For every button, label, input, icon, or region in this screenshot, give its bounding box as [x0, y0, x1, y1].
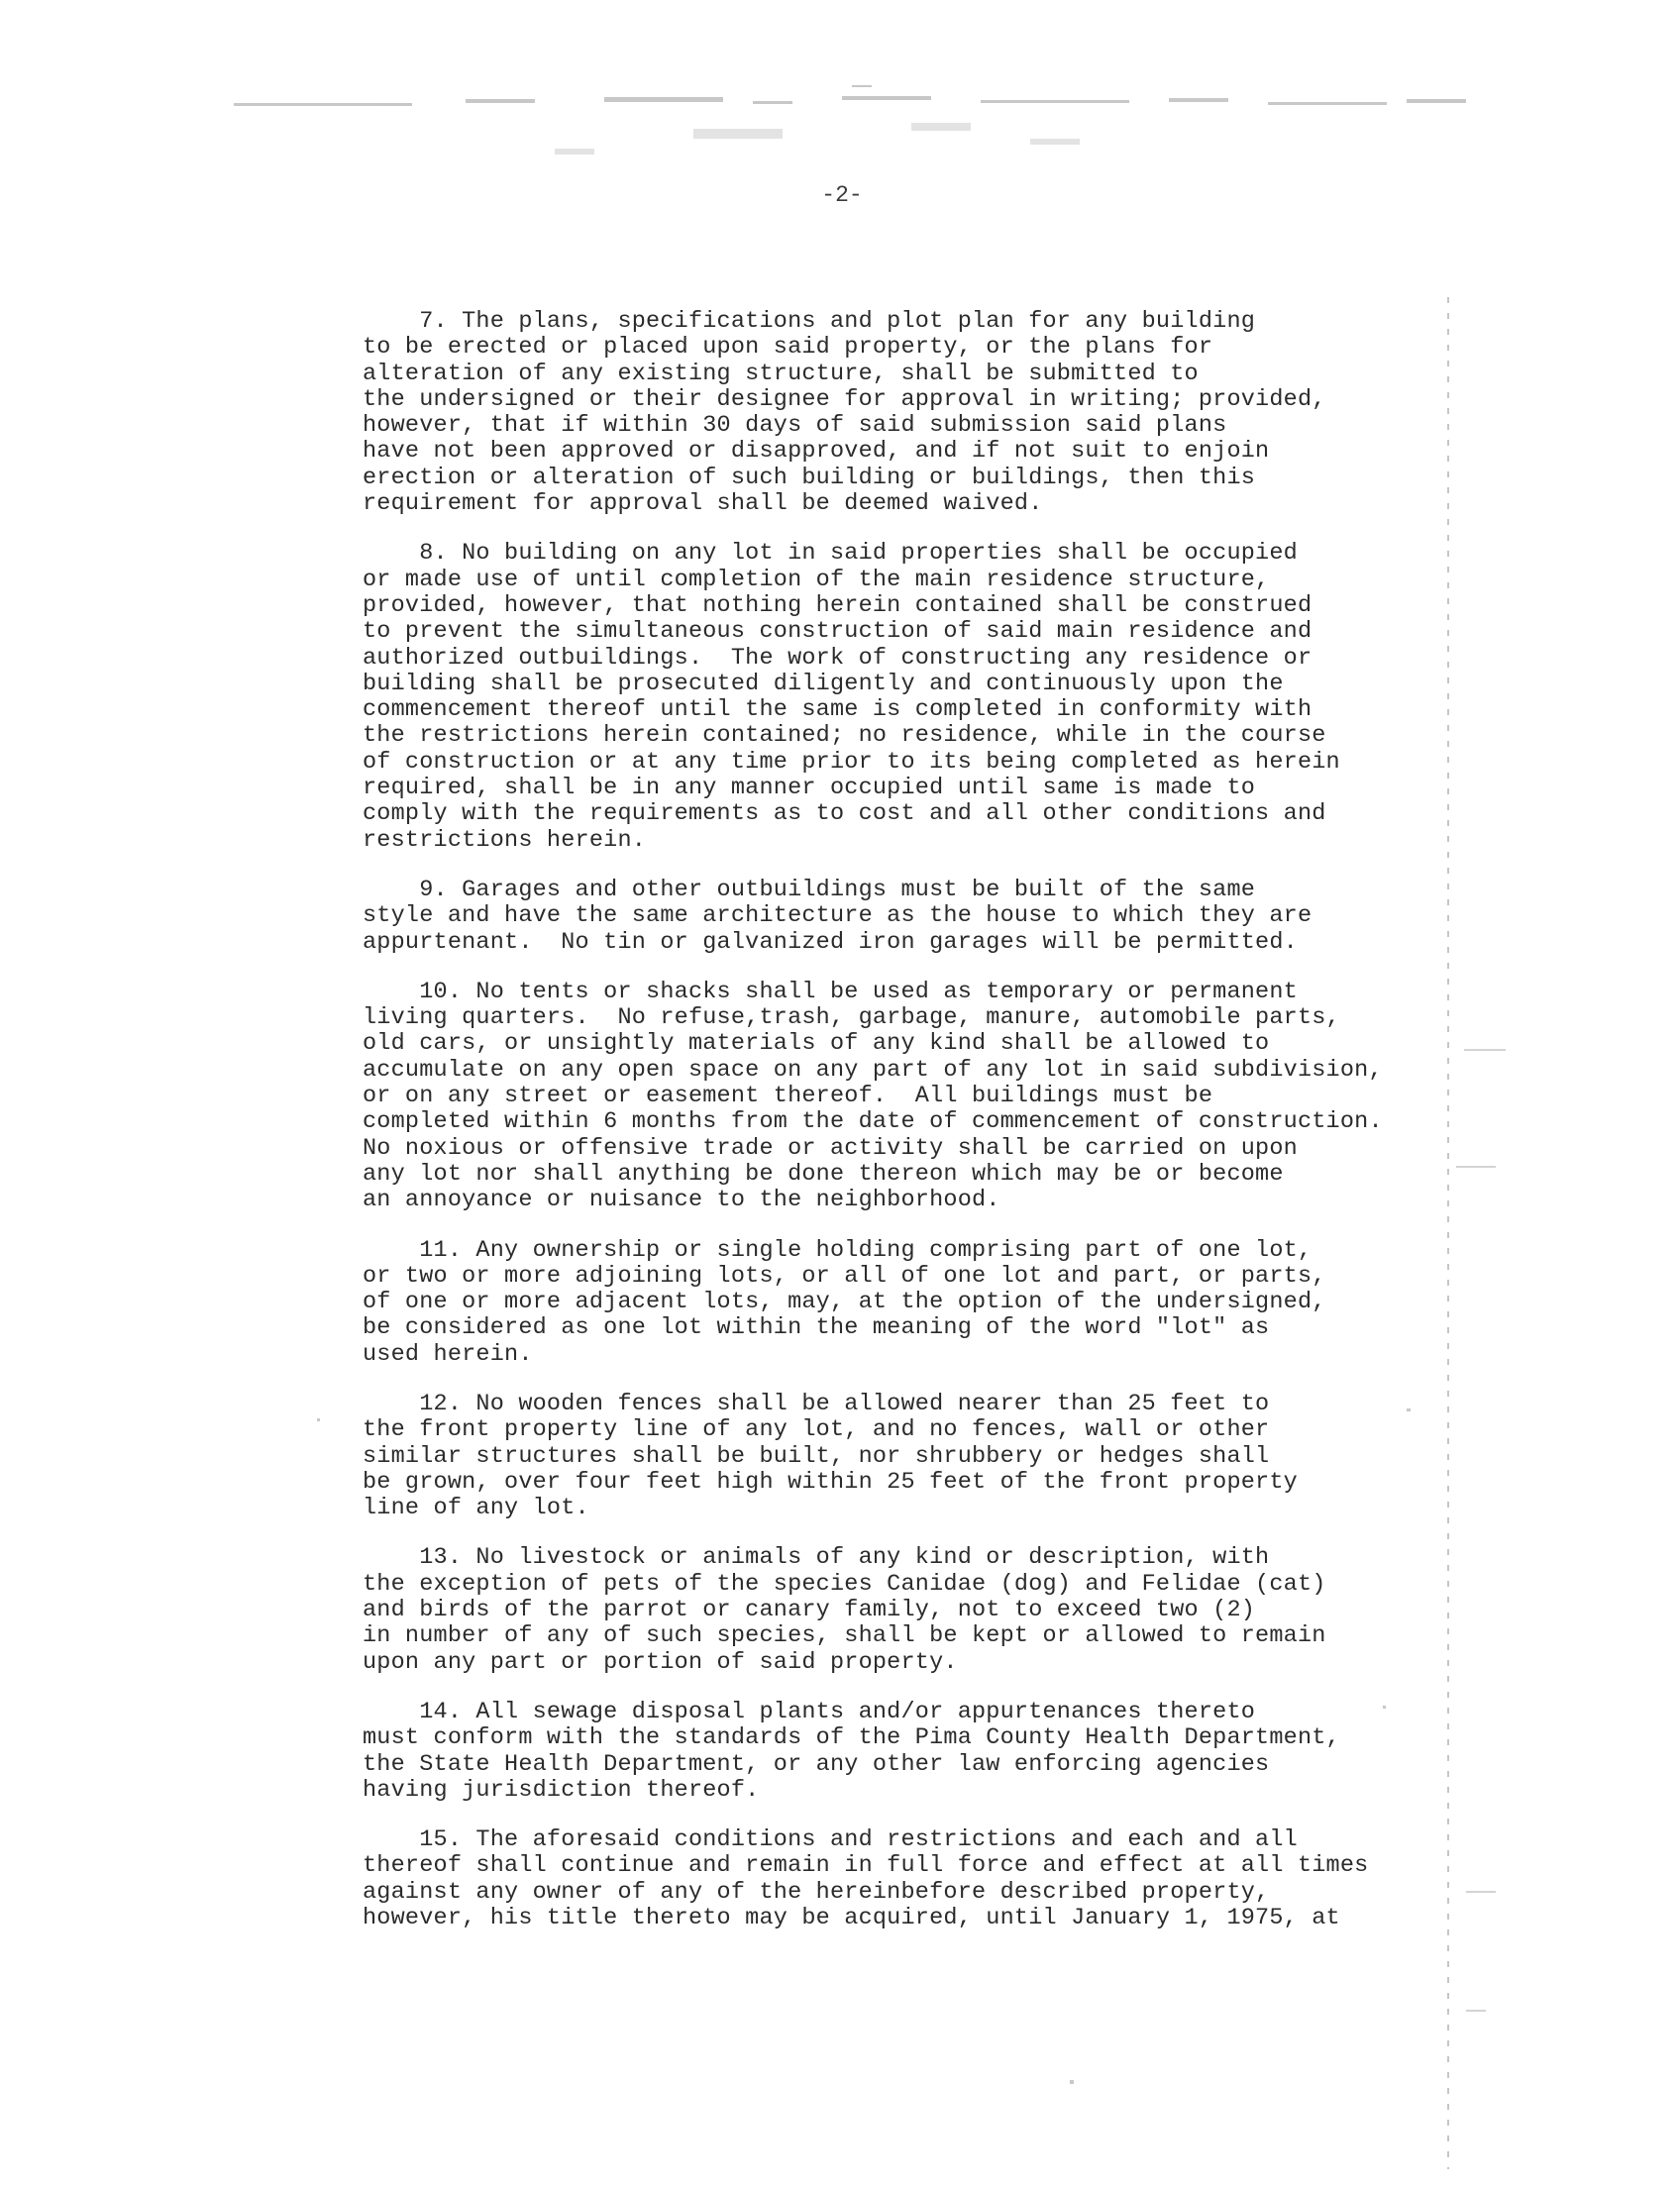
- text-line: the front property line of any lot, and no fences, wall or other: [363, 1416, 1270, 1444]
- text-line: having jurisdiction thereof.: [363, 1776, 760, 1804]
- text-line: an annoyance or nuisance to the neighborhood.: [363, 1187, 1000, 1214]
- text-line: erection or alteration of such building or buildings, then this: [363, 464, 1256, 491]
- text-line: and birds of the parrot or canary family, not to exceed two (2): [363, 1597, 1256, 1624]
- text-line: accumulate on any open space on any part of any lot in said subdivision,: [363, 1056, 1383, 1084]
- text-line: 13. No livestock or animals of any kind or description, with: [363, 1544, 1270, 1572]
- text-line: however, his title thereto may be acquired, until January 1, 1975, at: [363, 1905, 1340, 1932]
- text-line: authorized outbuildings. The work of constructing any residence or: [363, 644, 1312, 672]
- text-line: the undersigned or their designee for approval in writing; provided,: [363, 385, 1326, 413]
- paragraph-9: [363, 878, 1462, 956]
- paragraph-7: [363, 309, 1462, 517]
- text-line: 15. The aforesaid conditions and restrictions and each and all: [363, 1826, 1298, 1854]
- text-line: or two or more adjoining lots, or all of one lot and part, or parts,: [363, 1262, 1326, 1290]
- text-line: 11. Any ownership or single holding comprising part of one lot,: [363, 1236, 1312, 1264]
- text-line: thereof shall continue and remain in full force and effect at all times: [363, 1852, 1369, 1880]
- text-line: required, shall be in any manner occupied until same is made to: [363, 775, 1256, 802]
- text-line: have not been approved or disapproved, and if not suit to enjoin: [363, 438, 1270, 466]
- text-line: 10. No tents or shacks shall be used as temporary or permanent: [363, 978, 1298, 1005]
- text-line: living quarters. No refuse,trash, garbage, manure, automobile parts,: [363, 1004, 1340, 1032]
- text-line: 14. All sewage disposal plants and/or appurtenances thereto: [363, 1698, 1256, 1725]
- text-line: against any owner of any of the hereinbefore described property,: [363, 1878, 1270, 1906]
- document-body: [363, 309, 1462, 1955]
- paragraph-11: [363, 1238, 1462, 1368]
- text-line: style and have the same architecture as the house to which they are: [363, 902, 1312, 930]
- text-line: similar structures shall be built, nor shrubbery or hedges shall: [363, 1442, 1270, 1470]
- text-line: any lot nor shall anything be done thereon which may be or become: [363, 1160, 1284, 1188]
- text-line: 9. Garages and other outbuildings must be built of the same: [363, 876, 1256, 903]
- text-line: the exception of pets of the species Canidae (dog) and Felidae (cat): [363, 1570, 1326, 1598]
- paragraph-15: [363, 1827, 1462, 1931]
- text-line: used herein.: [363, 1340, 533, 1368]
- text-line: be grown, over four feet high within 25 feet of the front property: [363, 1468, 1298, 1496]
- text-line: be considered as one lot within the meaning of the word "lot" as: [363, 1314, 1270, 1342]
- text-line: alteration of any existing structure, shall be submitted to: [363, 360, 1199, 387]
- paragraph-13: [363, 1545, 1462, 1675]
- page-number: -2-: [821, 182, 863, 208]
- text-line: the State Health Department, or any other law enforcing agencies: [363, 1750, 1270, 1778]
- text-line: commencement thereof until the same is completed in conformity with: [363, 696, 1312, 724]
- text-line: 8. No building on any lot in said properties shall be occupied: [363, 540, 1298, 568]
- text-line: upon any part or portion of said property.: [363, 1648, 958, 1676]
- text-line: provided, however, that nothing herein contained shall be construed: [363, 591, 1312, 619]
- text-line: or made use of until completion of the main residence structure,: [363, 566, 1270, 593]
- text-line: in number of any of such species, shall be kept or allowed to remain: [363, 1622, 1326, 1650]
- text-line: No noxious or offensive trade or activity shall be carried on upon: [363, 1134, 1298, 1162]
- paragraph-14: [363, 1700, 1462, 1804]
- text-line: or on any street or easement thereof. All buildings must be: [363, 1083, 1213, 1110]
- paragraph-10: [363, 980, 1462, 1214]
- text-line: line of any lot.: [363, 1495, 589, 1522]
- text-line: 12. No wooden fences shall be allowed nearer than 25 feet to: [363, 1390, 1270, 1417]
- text-line: old cars, or unsightly materials of any kind shall be allowed to: [363, 1030, 1270, 1058]
- text-line: to prevent the simultaneous construction of said main residence and: [363, 618, 1312, 646]
- text-line: must conform with the standards of the Pima County Health Department,: [363, 1724, 1340, 1752]
- text-line: completed within 6 months from the date of commencement of construction.: [363, 1108, 1383, 1136]
- text-line: building shall be prosecuted diligently and continuously upon the: [363, 670, 1284, 697]
- text-line: 7. The plans, specifications and plot plan for any building: [363, 308, 1256, 335]
- text-line: of construction or at any time prior to its being completed as herein: [363, 748, 1340, 776]
- paragraph-8: [363, 541, 1462, 854]
- text-line: the restrictions herein contained; no residence, while in the course: [363, 722, 1326, 750]
- paragraph-12: [363, 1392, 1462, 1521]
- text-line: of one or more adjacent lots, may, at the option of the undersigned,: [363, 1289, 1326, 1316]
- text-line: comply with the requirements as to cost and all other conditions and: [363, 800, 1326, 828]
- text-line: appurtenant. No tin or galvanized iron garages will be permitted.: [363, 928, 1298, 956]
- text-line: restrictions herein.: [363, 826, 647, 854]
- text-line: however, that if within 30 days of said submission said plans: [363, 412, 1227, 440]
- text-line: to be erected or placed upon said property, or the plans for: [363, 334, 1213, 362]
- text-line: requirement for approval shall be deemed waived.: [363, 490, 1043, 518]
